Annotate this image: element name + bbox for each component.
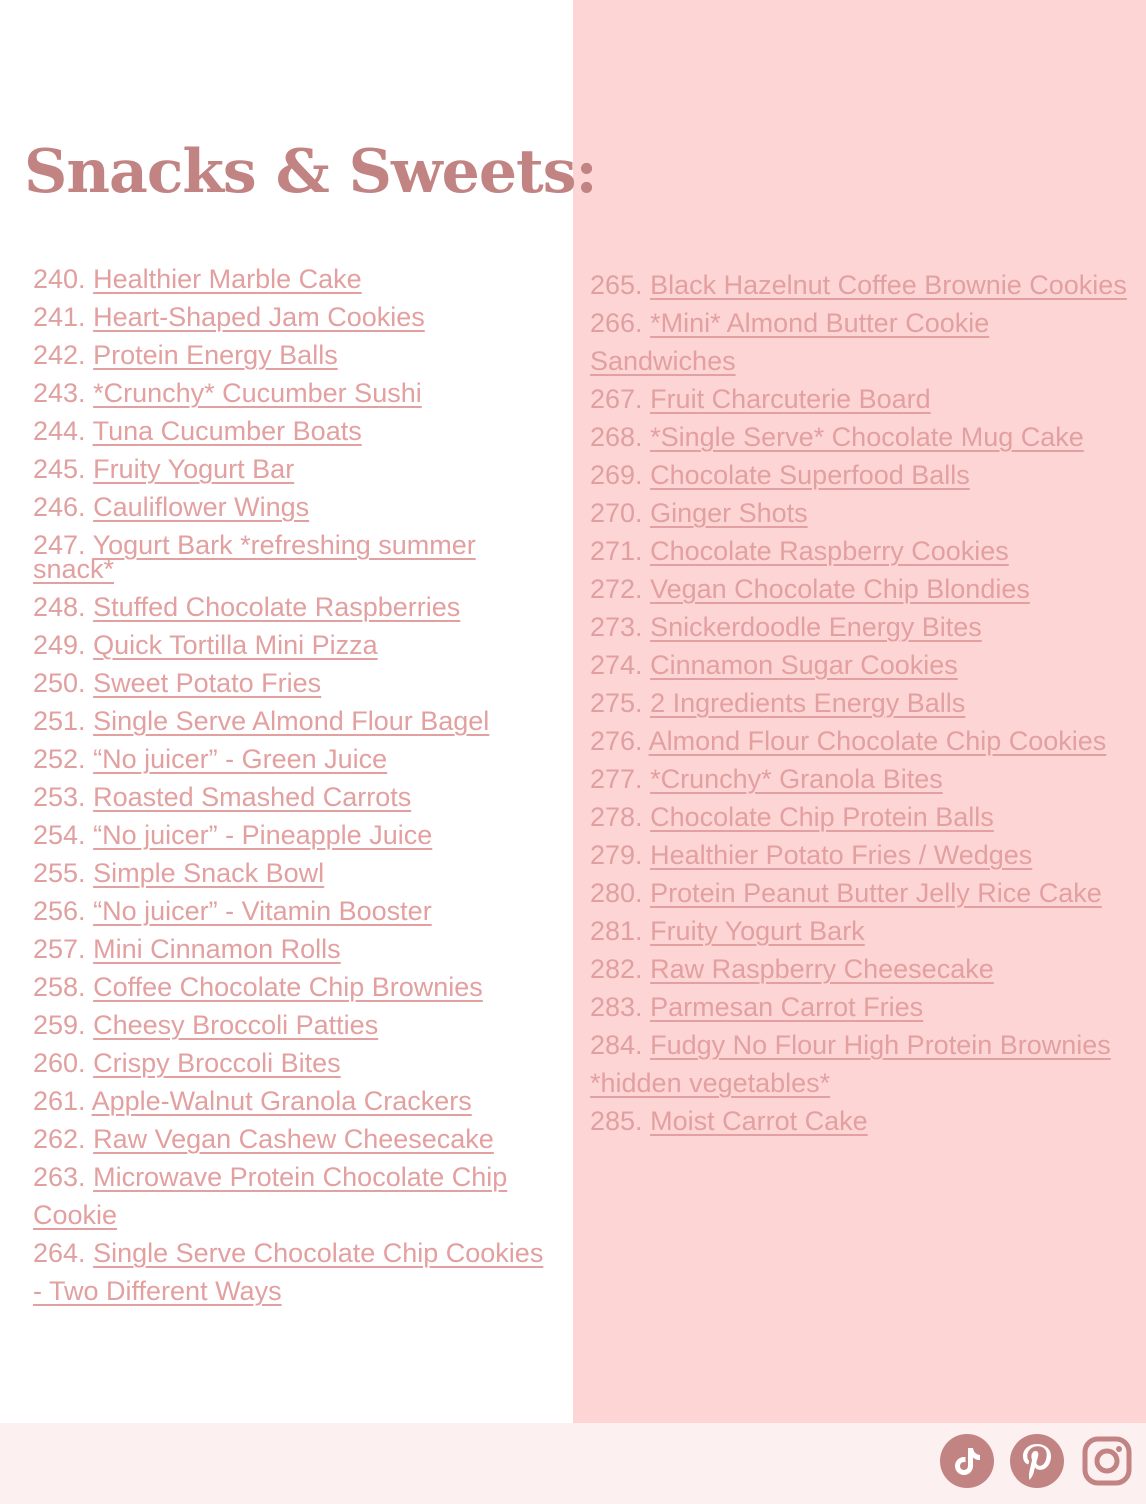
item-number: 247. [33, 530, 86, 560]
page-title: Snacks & Sweets: [24, 137, 597, 207]
list-item [33, 778, 553, 816]
recipe-link[interactable]: Protein Energy Balls [93, 340, 338, 370]
recipe-link[interactable]: “No juicer” - Green Juice [93, 744, 388, 774]
list-item [590, 798, 1135, 836]
recipe-link[interactable]: Protein Peanut Butter Jelly Rice Cake [650, 878, 1102, 908]
recipe-link[interactable]: Crispy Broccoli Bites [93, 1048, 341, 1078]
recipe-link[interactable]: Fudgy No Flour High Protein Brownies *hidden vegetables* [590, 1030, 1111, 1098]
list-item [33, 1082, 553, 1120]
item-number: 280. [590, 878, 643, 908]
recipe-link[interactable]: Snickerdoodle Energy Bites [650, 612, 982, 642]
recipe-link[interactable]: Fruity Yogurt Bar [93, 454, 295, 484]
item-number: 255. [33, 858, 86, 888]
list-item [33, 892, 553, 930]
list-item [33, 702, 553, 740]
item-number: 278. [590, 802, 643, 832]
recipe-link[interactable]: Simple Snack Bowl [93, 858, 325, 888]
recipe-link[interactable]: Chocolate Raspberry Cookies [650, 536, 1009, 566]
list-item [590, 646, 1135, 684]
list-item [590, 950, 1135, 988]
recipe-link[interactable]: *Mini* Almond Butter Cookie Sandwiches [590, 308, 990, 376]
recipe-link[interactable]: Single Serve Almond Flour Bagel [93, 706, 490, 736]
pinterest-icon[interactable] [1010, 1434, 1064, 1488]
list-item [590, 988, 1135, 1026]
item-number: 275. [590, 688, 643, 718]
item-number: 272. [590, 574, 643, 604]
item-number: 264. [33, 1238, 86, 1268]
recipe-link[interactable]: Black Hazelnut Coffee Brownie Cookies [650, 270, 1127, 300]
item-number: 245. [33, 454, 86, 484]
list-item [590, 760, 1135, 798]
pinterest-glyph [1020, 1442, 1054, 1480]
list-item [590, 266, 1135, 304]
item-number: 282. [590, 954, 643, 984]
item-number: 261. [33, 1086, 86, 1116]
list-item [33, 854, 553, 892]
recipe-link[interactable]: Yogurt Bark *refreshing summer snack* [33, 530, 476, 584]
list-item [33, 450, 553, 488]
item-number: 243. [33, 378, 86, 408]
recipe-link[interactable]: Parmesan Carrot Fries [650, 992, 924, 1022]
list-item [590, 570, 1135, 608]
item-number: 283. [590, 992, 643, 1022]
instagram-icon[interactable] [1080, 1434, 1134, 1488]
list-item [33, 816, 553, 854]
item-number: 269. [590, 460, 643, 490]
item-number: 252. [33, 744, 86, 774]
social-links [940, 1434, 1134, 1488]
list-item [33, 664, 553, 702]
recipe-link[interactable]: “No juicer” - Vitamin Booster [93, 896, 432, 926]
item-number: 256. [33, 896, 86, 926]
recipe-link[interactable]: 2 Ingredients Energy Balls [650, 688, 966, 718]
recipe-link[interactable]: Cauliflower Wings [93, 492, 310, 522]
list-item [33, 1120, 553, 1158]
item-number: 259. [33, 1010, 86, 1040]
list-item [33, 588, 553, 626]
list-item [590, 456, 1135, 494]
recipe-link[interactable]: Heart-Shaped Jam Cookies [93, 302, 425, 332]
list-item [590, 1026, 1135, 1102]
item-number: 271. [590, 536, 643, 566]
item-number: 258. [33, 972, 86, 1002]
recipe-link[interactable]: Sweet Potato Fries [93, 668, 322, 698]
list-item [590, 494, 1135, 532]
recipe-link[interactable]: Apple-Walnut Granola Crackers [91, 1086, 472, 1116]
list-item [590, 304, 1135, 380]
recipe-link[interactable]: Healthier Marble Cake [93, 264, 362, 294]
item-number: 242. [33, 340, 86, 370]
list-item [33, 1006, 553, 1044]
recipe-link[interactable]: Roasted Smashed Carrots [93, 782, 412, 812]
item-number: 268. [590, 422, 643, 452]
list-item [33, 488, 553, 526]
list-item [590, 722, 1135, 760]
recipe-link[interactable]: Coffee Chocolate Chip Brownies [93, 972, 483, 1002]
item-number: 251. [33, 706, 86, 736]
item-number: 260. [33, 1048, 86, 1078]
list-item [33, 336, 553, 374]
list-item [33, 626, 553, 664]
recipe-list-left [33, 260, 553, 1310]
item-number: 265. [590, 270, 643, 300]
item-number: 254. [33, 820, 86, 850]
tiktok-icon[interactable] [940, 1434, 994, 1488]
recipe-link[interactable]: Raw Raspberry Cheesecake [650, 954, 994, 984]
list-item [590, 608, 1135, 646]
list-item [33, 298, 553, 336]
list-item [590, 1102, 1135, 1140]
list-item [590, 684, 1135, 722]
item-number: 277. [590, 764, 643, 794]
recipe-link[interactable]: Fruity Yogurt Bark [650, 916, 865, 946]
instagram-glyph [1082, 1436, 1132, 1486]
recipe-link[interactable]: Chocolate Superfood Balls [650, 460, 970, 490]
recipe-link[interactable]: *Crunchy* Cucumber Sushi [93, 378, 422, 408]
item-number: 266. [590, 308, 643, 338]
item-number: 285. [590, 1106, 643, 1136]
item-number: 253. [33, 782, 86, 812]
list-item [590, 836, 1135, 874]
recipe-link[interactable]: Fruit Charcuterie Board [650, 384, 931, 414]
item-number: 263. [33, 1162, 86, 1192]
item-number: 249. [33, 630, 86, 660]
recipe-link[interactable]: Moist Carrot Cake [650, 1106, 868, 1136]
recipe-link[interactable]: Almond Flour Chocolate Chip Cookies [648, 726, 1107, 756]
item-number: 281. [590, 916, 643, 946]
list-item [33, 526, 553, 588]
item-number: 241. [33, 302, 86, 332]
item-number: 246. [33, 492, 86, 522]
item-number: 284. [590, 1030, 643, 1060]
list-item [33, 740, 553, 778]
recipe-link[interactable]: Cinnamon Sugar Cookies [650, 650, 958, 680]
recipe-link[interactable]: Single Serve Chocolate Chip Cookies - Two Different Ways [33, 1238, 544, 1306]
recipe-link[interactable]: Tuna Cucumber Boats [92, 416, 362, 446]
list-item [33, 260, 553, 298]
list-item [33, 930, 553, 968]
recipe-link[interactable]: Quick Tortilla Mini Pizza [93, 630, 378, 660]
recipe-link[interactable]: Ginger Shots [650, 498, 808, 528]
item-number: 273. [590, 612, 643, 642]
item-number: 276. [590, 726, 643, 756]
list-item [33, 1234, 553, 1310]
item-number: 244. [33, 416, 86, 446]
recipe-link[interactable]: Healthier Potato Fries / Wedges [650, 840, 1033, 870]
list-item [590, 418, 1135, 456]
list-item [33, 1044, 553, 1082]
recipe-link[interactable]: Chocolate Chip Protein Balls [650, 802, 994, 832]
item-number: 240. [33, 264, 86, 294]
list-item [33, 412, 553, 450]
recipe-list-right [590, 266, 1135, 1140]
list-item [590, 532, 1135, 570]
item-number: 267. [590, 384, 643, 414]
item-number: 279. [590, 840, 643, 870]
item-number: 262. [33, 1124, 86, 1154]
recipe-link[interactable]: *Single Serve* Chocolate Mug Cake [650, 422, 1084, 452]
item-number: 257. [33, 934, 86, 964]
list-item [33, 1158, 553, 1234]
recipe-link[interactable]: Mini Cinnamon Rolls [93, 934, 341, 964]
list-item [590, 874, 1135, 912]
recipe-link[interactable]: Vegan Chocolate Chip Blondies [650, 574, 1030, 604]
recipe-link[interactable]: Raw Vegan Cashew Cheesecake [93, 1124, 494, 1154]
recipe-link[interactable]: Microwave Protein Chocolate Chip Cookie [33, 1162, 508, 1230]
list-item [590, 912, 1135, 950]
recipe-link[interactable]: Cheesy Broccoli Patties [93, 1010, 379, 1040]
item-number: 250. [33, 668, 86, 698]
list-item [590, 380, 1135, 418]
list-item [33, 968, 553, 1006]
item-number: 270. [590, 498, 643, 528]
recipe-link[interactable]: *Crunchy* Granola Bites [650, 764, 943, 794]
list-item [33, 374, 553, 412]
tiktok-glyph [952, 1445, 982, 1477]
item-number: 248. [33, 592, 86, 622]
item-number: 274. [590, 650, 643, 680]
recipe-link[interactable]: “No juicer” - Pineapple Juice [93, 820, 433, 850]
recipe-link[interactable]: Stuffed Chocolate Raspberries [93, 592, 461, 622]
